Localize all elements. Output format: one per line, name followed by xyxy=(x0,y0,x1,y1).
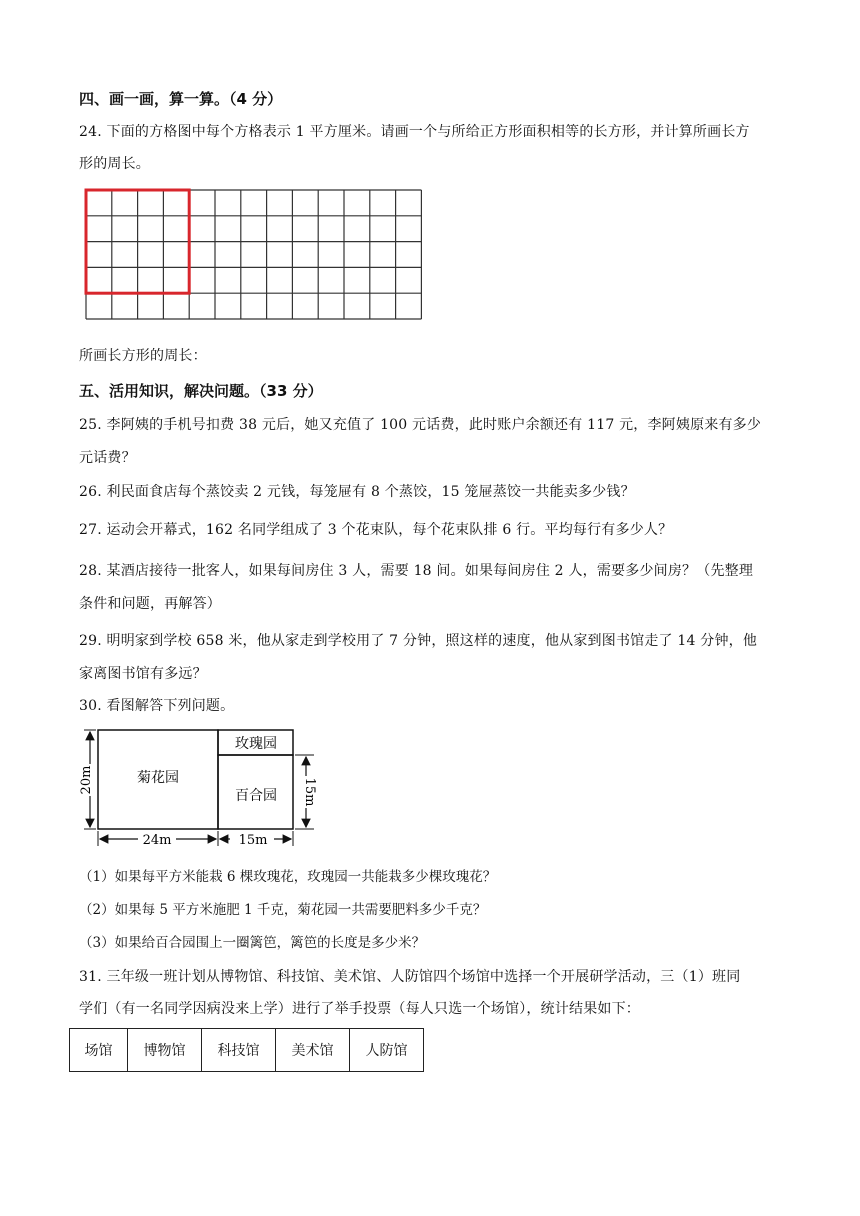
question-27: 27. 运动会开幕式，162 名同学组成了 3 个花束队，每个花束队排 6 行。平均每行有多少人？ xyxy=(79,522,673,538)
left-width-dimension-label: 24m xyxy=(142,833,172,848)
table-cell-museum: 博物馆 xyxy=(128,1029,202,1072)
question-26: 26. 利民面食店每个蒸饺卖 2 元钱，每笼屉有 8 个蒸饺，15 笼屉蒸饺一共能卖多少钱？ xyxy=(79,484,635,500)
right-height-dimension-label: 15m xyxy=(302,777,317,807)
question-28-line-2: 条件和问题，再解答） xyxy=(79,596,221,612)
rose-label: 玫瑰园 xyxy=(235,736,277,752)
question-31-line-2: 学们（有一名同学因病没来上学）进行了举手投票（每人只选一个场馆），统计结果如下： xyxy=(79,1001,640,1017)
garden-figure xyxy=(70,724,320,852)
section-5-heading: 五、活用知识，解决问题。（33 分） xyxy=(79,382,323,400)
question-30-sub-2: （2）如果每 5 平方米施肥 1 千克，菊花园一共需要肥料多少千克？ xyxy=(79,902,487,918)
question-29-line-2: 家离图书馆有多远？ xyxy=(79,666,207,682)
question-30-line-1: 30. 看图解答下列问题。 xyxy=(79,698,235,714)
question-30-sub-1: （1）如果每平方米能栽 6 棵玫瑰花，玫瑰园一共能栽多少棵玫瑰花？ xyxy=(79,869,497,885)
square-grid xyxy=(84,188,426,328)
lily-label: 百合园 xyxy=(235,788,277,804)
question-25-line-2: 元话费？ xyxy=(79,450,136,466)
venue-vote-table xyxy=(69,1028,424,1072)
table-cell-art-museum: 美术馆 xyxy=(276,1029,350,1072)
table-cell-science-museum: 科技馆 xyxy=(202,1029,276,1072)
question-24-line-1: 24. 下面的方格图中每个方格表示 1 平方厘米。请画一个与所给正方形面积相等的长方形，并计算所画长方 xyxy=(79,124,750,140)
question-28-line-1: 28. 某酒店接待一批客人，如果每间房住 3 人，需要 18 间。如果每间房住 2 人，需要多少间房？（先整理 xyxy=(79,563,754,579)
chrysanthemum-label: 菊花园 xyxy=(137,770,179,786)
question-25-line-1: 25. 李阿姨的手机号扣费 38 元后，她又充值了 100 元话费，此时账户余额还有 117 元，李阿姨原来有多少 xyxy=(79,417,762,433)
question-24-line-2: 形的周长。 xyxy=(79,156,150,172)
table-cell-civil-defense-museum: 人防馆 xyxy=(350,1029,424,1072)
section-4-heading: 四、画一画，算一算。（4 分） xyxy=(79,90,283,108)
question-31-line-1: 31. 三年级一班计划从博物馆、科技馆、美术馆、人防馆四个场馆中选择一个开展研学活动，三（1）班同 xyxy=(79,969,741,985)
right-width-dimension-label: 15m xyxy=(238,833,268,848)
question-29-line-1: 29. 明明家到学校 658 米，他从家走到学校用了 7 分钟，照这样的速度，他从家到图书馆走了 14 分钟，他 xyxy=(79,633,758,649)
height-dimension-label: 20m xyxy=(79,765,94,795)
table-row xyxy=(70,1029,424,1072)
perimeter-answer-label: 所画长方形的周长： xyxy=(79,348,207,364)
question-30-sub-3: （3）如果给百合园围上一圈篱笆，篱笆的长度是多少米？ xyxy=(79,935,426,951)
table-cell-venue-header: 场馆 xyxy=(70,1029,128,1072)
